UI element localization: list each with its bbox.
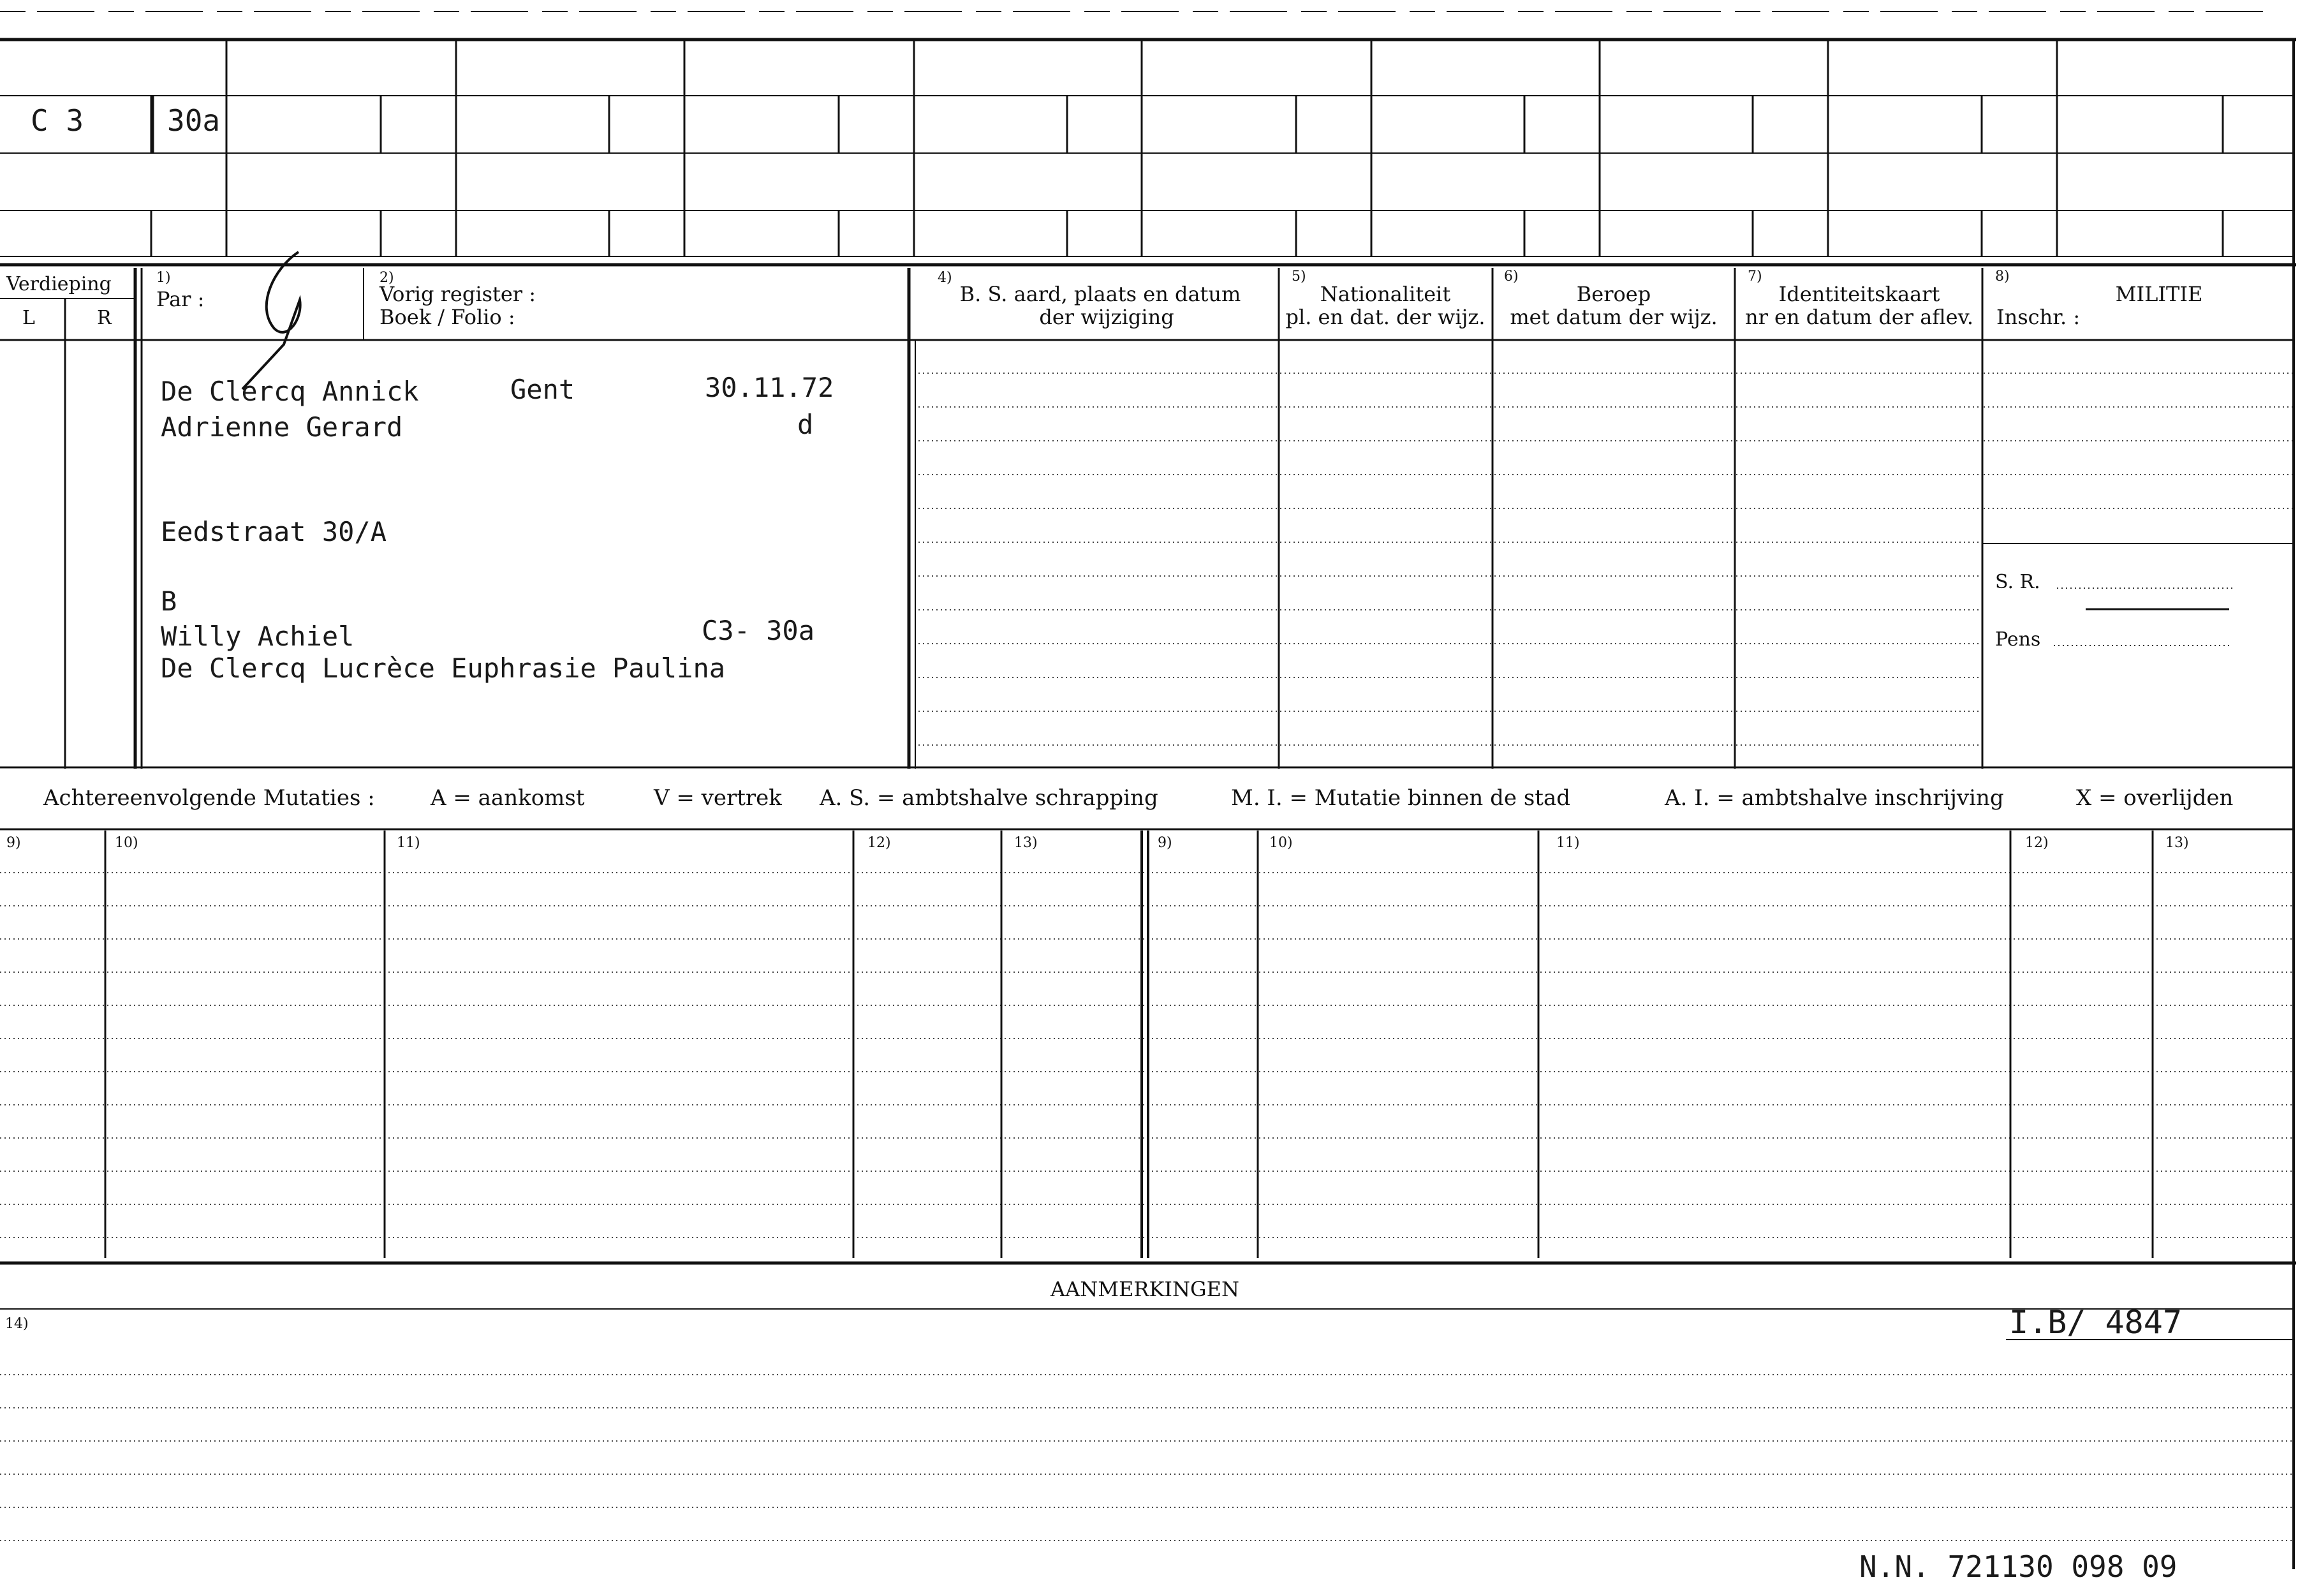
identiteitskaart-sub: nr en datum der aflev.: [1744, 305, 1974, 329]
mut-right-11: 11): [1556, 835, 1580, 851]
par-label: Par :: [156, 287, 205, 311]
note-5: 5): [1292, 269, 1306, 284]
mutation-as: A. S. = ambtshalve schrapping: [820, 785, 1158, 811]
nationaliteit-label: Nationaliteit: [1320, 282, 1451, 306]
beroep-sub: met datum der wijz.: [1510, 305, 1718, 329]
militie-dotted: [2054, 588, 2232, 646]
entry-reference: C3- 30a: [702, 615, 815, 646]
sr-label: S. R.: [1995, 571, 2040, 593]
mutation-column-numbers: [6, 835, 2189, 851]
entry-father: Willy Achiel: [161, 621, 355, 652]
dotted-rules: [0, 373, 2292, 1541]
entry-street: Eedstraat 30/A: [161, 516, 387, 547]
mutation-mi: M. I. = Mutatie binnen de stad: [1231, 785, 1570, 811]
mut-left-10: 10): [115, 835, 138, 851]
entry-given-names: Adrienne Gerard: [161, 411, 403, 443]
verdieping-label: Verdieping: [6, 273, 112, 295]
mutation-ai: A. I. = ambtshalve inschrijving: [1665, 785, 2004, 811]
mutation-columns: [105, 831, 2153, 1258]
mut-left-13: 13): [1014, 835, 1038, 851]
mut-left-9: 9): [6, 835, 21, 851]
nn-number: N.N. 721130 098 09: [1859, 1549, 2178, 1584]
mut-right-12: 12): [2025, 835, 2049, 851]
bs-label-1: B. S. aard, plaats en datum: [959, 282, 1241, 306]
mutation-x: X = overlijden: [2076, 785, 2234, 811]
entry-block: [161, 372, 834, 684]
note-6: 6): [1504, 269, 1519, 284]
note-4: 4): [938, 270, 952, 286]
note-7: 7): [1748, 269, 1762, 284]
ib-reference: I.B/ 4847: [2009, 1304, 2182, 1341]
identiteitskaart-label: Identiteitskaart: [1778, 282, 1940, 306]
note-1: 1): [156, 270, 171, 286]
entry-place: Gent: [510, 374, 575, 405]
header-labels: [6, 269, 2202, 651]
col-r-label: R: [97, 307, 112, 329]
note-2: 2): [380, 270, 394, 286]
mutations-legend: [43, 785, 2233, 811]
note-14: 14): [5, 1316, 29, 1332]
mut-right-9: 9): [1158, 835, 1172, 851]
entry-date: 30.11.72: [705, 372, 834, 403]
col-l-label: L: [22, 307, 35, 329]
entry-mark-b: B: [161, 586, 177, 617]
mutations-label: Achtereenvolgende Mutaties :: [43, 785, 375, 811]
mut-left-11: 11): [397, 835, 420, 851]
block-code: C 3: [31, 103, 84, 138]
note-8: 8): [1995, 269, 2010, 284]
entry-mark-d: d: [797, 409, 814, 440]
mutation-a: A = aankomst: [431, 785, 585, 811]
beroep-label: Beroep: [1576, 282, 1651, 306]
nationaliteit-sub: pl. en dat. der wijz.: [1285, 305, 1485, 329]
mut-left-12: 12): [867, 835, 891, 851]
handwritten-slash-mark: [242, 252, 300, 389]
entry-mother: De Clercq Lucrèce Euphrasie Paulina: [161, 653, 726, 684]
militie-label: MILITIE: [2115, 282, 2203, 306]
house-number: 30a: [167, 103, 221, 138]
bs-label-2: der wijziging: [1039, 305, 1174, 329]
entry-name: De Clercq Annick: [161, 376, 419, 407]
pens-label: Pens: [1995, 628, 2041, 651]
mut-right-13: 13): [2165, 835, 2189, 851]
mutation-v: V = vertrek: [654, 785, 782, 811]
boek-folio-label: Boek / Folio :: [380, 305, 515, 329]
vorig-register-label: Vorig register :: [380, 282, 536, 306]
inschr-label: Inschr. :: [1996, 305, 2081, 329]
aanmerkingen-title: AANMERKINGEN: [1050, 1277, 1239, 1301]
mut-right-10: 10): [1269, 835, 1293, 851]
